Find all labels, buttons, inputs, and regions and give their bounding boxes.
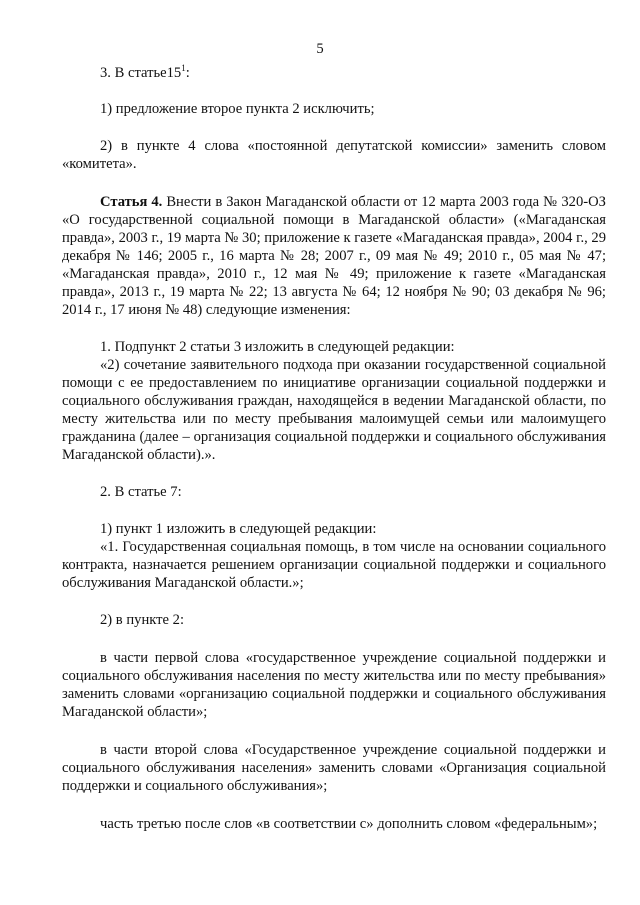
paragraph-item: 2) в пункте 4 слова «постоянной депутатской комиссии» заменить словом «комитета». — [62, 138, 606, 172]
paragraph-item: 1) пункт 1 изложить в следующей редакции: — [100, 521, 377, 537]
paragraph-quote: «1. Государственная социальная помощь, в том числе на основании социального контракта, назначается решением организации социальной поддержки и социального обслуживания Магаданской области.»; — [62, 539, 606, 591]
paragraph-text: 3. В статье15 — [100, 65, 182, 81]
paragraph-item: 1. Подпункт 2 статьи 3 изложить в следующей редакции: — [100, 339, 455, 355]
paragraph-quote: «2) сочетание заявительного подхода при оказании государственной социальной помощи с ее предоставлением по инициативе организации социальной поддержки и социального обслуживания граждан, находящейся в ведении Магаданской области, по месту жительства или по месту пребывания малоимущей семьи или малоимущего гражданина (далее – организация социальной поддержки и социального обслуживания Магаданской области).». — [62, 357, 606, 463]
paragraph-item: 2. В статье 7: — [100, 484, 182, 500]
paragraph-item: часть третью после слов «в соответствии с» дополнить словом «федеральным»; — [100, 816, 598, 832]
paragraph-article-15 — [62, 64, 606, 82]
paragraph-text: Внести в Закон Магаданской области от 12 марта 2003 года № 320-ОЗ «О государственной социальной помощи в Магаданской области» («Магаданская правда», 2003 г., 19 марта № 30; приложение к газете «Магаданская правда», 2004 г., 29 декабря № 146; 2005 г., 16 марта № 28; 2007 г., 09 мая № 49; 2010 г., 05 мая № 47; «Магаданская правда», 2010 г., 12 мая № 49; приложение к газете «Магаданская правда», 2013 г., 19 марта № 22; 13 августа № 64; 12 ноября № 90; 03 декабря № 96; 2014 г., 17 июня № 48) следующие изменения: — [62, 194, 606, 318]
paragraph-item: в части первой слова «государственное учреждение социальной поддержки и социального обслуживания населения по месту жительства или по месту пребывания» заменить словами «организацию социальной поддержки и социального обслуживания Магаданской области»; — [62, 650, 606, 720]
paragraph-text: : — [185, 65, 190, 81]
document-body — [62, 64, 606, 833]
page-number: 5 — [316, 41, 324, 57]
paragraph-item: 1) предложение второе пункта 2 исключить; — [100, 101, 375, 117]
paragraph-item: в части второй слова «Государственное учреждение социальной поддержки и социального обслуживания населения» заменить словами «Организация социальной поддержки и социального обслуживания»; — [62, 742, 606, 794]
paragraph-item: 2) в пункте 2: — [100, 612, 185, 628]
paragraph-article-4 — [62, 193, 606, 319]
article-label: Статья 4. — [100, 194, 163, 210]
superscript: 1 — [181, 63, 186, 74]
